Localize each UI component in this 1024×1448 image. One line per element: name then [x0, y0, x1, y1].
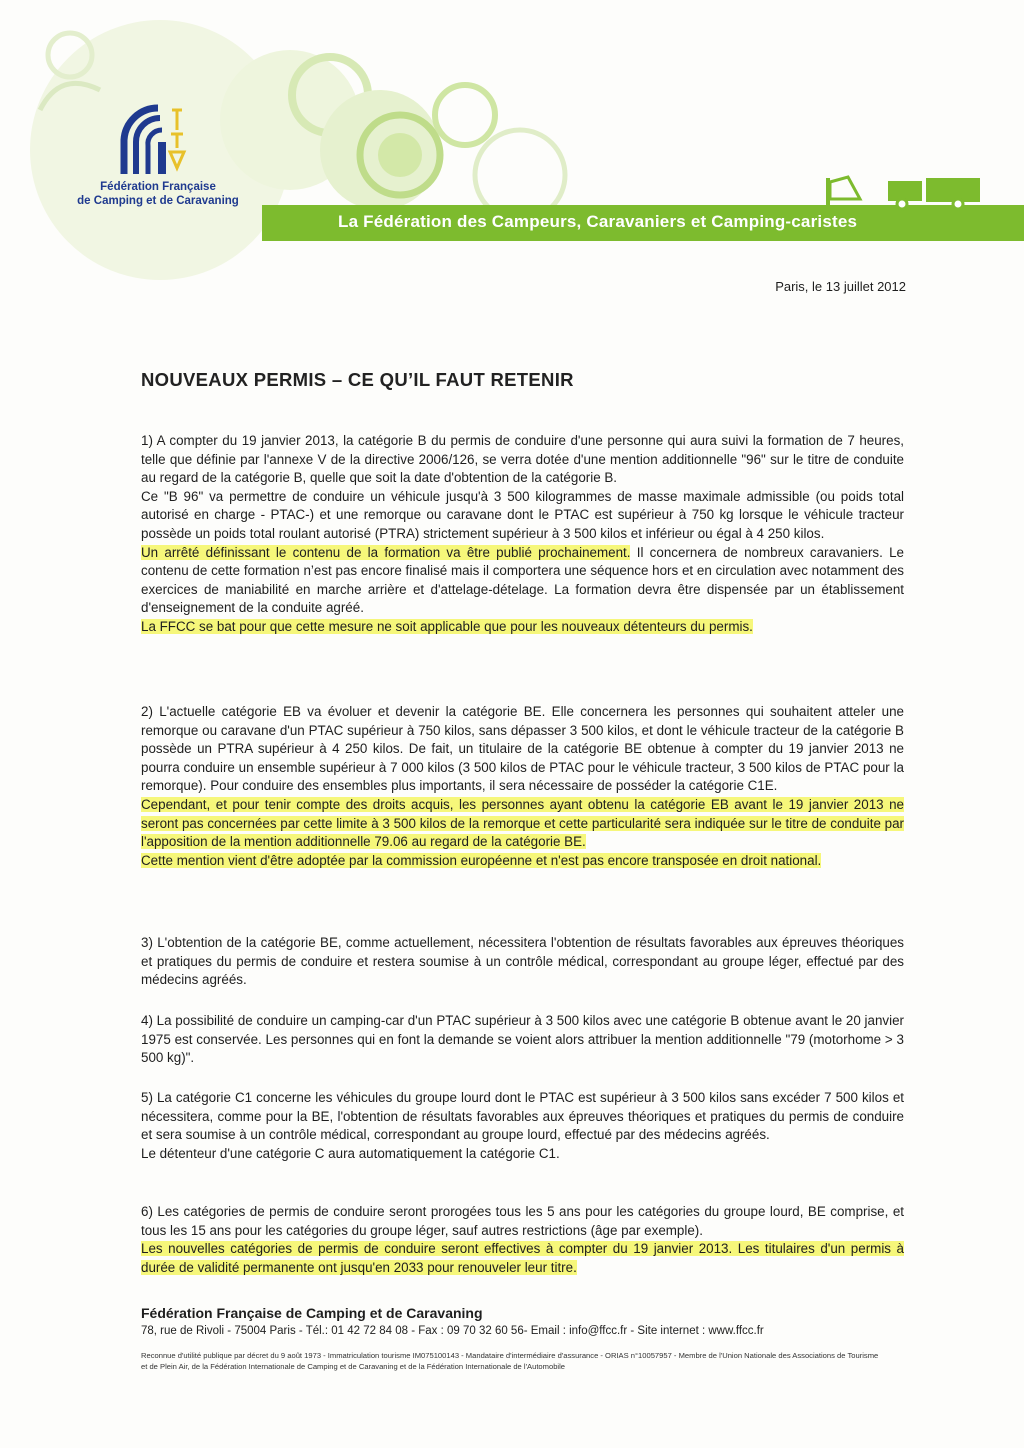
section-5	[141, 1089, 904, 1163]
section-5-paragraph-1: 5) La catégorie C1 concerne les véhicules du groupe lourd dont le PTAC est supérieur à 3 500 kilos sans excéder 7 500 kilos et nécessitera, comme pour la BE, l'obtention de résultats favorables aux épreuves théoriques et pratiques du permis de conduire et sera soumise à un contrôle médical, correspondant au groupe lourd, effectué par des médecins agréés.	[141, 1090, 904, 1143]
section-6-paragraph-2	[141, 1240, 904, 1277]
section-5-paragraph-2: Le détenteur d'une catégorie C aura automatiquement la catégorie C1.	[141, 1145, 560, 1161]
section-2-paragraph-2-rest: ne seront pas concernées par cette limite à 3 500 kilos de la remorque et cette particularité sera indiquée sur le titre de conduite par l'apposition de la mention additionnelle 79.06 au regard de la catégorie BE.	[141, 796, 904, 850]
header-banner-text: La Fédération des Campeurs, Caravaniers et Camping-caristes	[338, 212, 858, 231]
section-4-paragraph-1: 4) La possibilité de conduire un camping-car d'un PTAC supérieur à 3 500 kilos avec une catégorie B obtenue avant le 20 janvier 1975 est conservée. Les personnes qui en font la demande se voient alors attribuer la mention additionnelle "79 (motorhome > 3 500 kg)".	[141, 1013, 904, 1066]
logo-org-name-line1: Fédération Française	[100, 181, 216, 193]
section-2-paragraph-2	[141, 796, 904, 852]
footer-org-name: Fédération Française de Camping et de Caravaning	[141, 1305, 483, 1321]
letter-date: Paris, le 13 juillet 2012	[775, 279, 906, 294]
section-4	[141, 1012, 904, 1068]
section-2-paragraph-1: 2) L'actuelle catégorie EB va évoluer et devenir la catégorie BE. Elle concernera les personnes qui souhaitent atteler une remorque ou caravane d'un PTAC supérieur à 750 kilos, sans dépasser 3 500 kilos, et dont le véhicule tracteur de la catégorie B possède un PTRA supérieur à 4 250 kilos. De fait, un titulaire de la catégorie BE obtenue à compter du 19 janvier 2013 ne pourra conduire un ensemble supérieur à 7 000 kilos (3 500 kilos de PTAC pour le véhicule tracteur, 3 500 kilos de PTAC pour la remorque). Pour conduire des ensembles plus importants, il sera nécessaire de posséder la catégorie C1E.	[141, 704, 904, 794]
section-3	[141, 934, 904, 990]
highlighted-text: La FFCC se bat pour que cette mesure ne soit applicable que pour les nouveaux détenteurs du permis.	[141, 618, 753, 634]
caravan-icon	[826, 177, 980, 209]
highlighted-text: Cette mention vient d'être adoptée par la commission européenne et n'est pas encore transposée en droit national.	[141, 852, 822, 868]
section-1-paragraph-1: 1) A compter du 19 janvier 2013, la catégorie B du permis de conduire d'une personne qui aura suivi la formation de 7 heures, telle que définie par l'annexe V de la directive 2006/126, se verra dotée d'une mention additionnelle "96" sur le titre de conduite au regard de la catégorie B, quelle que soit la date d'obtention de la catégorie B.	[141, 433, 904, 486]
logo-org-name-line2: de Camping et de Caravaning	[77, 195, 239, 207]
section-6	[141, 1203, 904, 1277]
section-2	[141, 703, 904, 870]
footer-legal: Reconnue d'utilité publique par décret du 9 août 1973 - Immatriculation tourisme IM075100143 - Mandataire d'intermédiaire d'assurance - ORIAS n°10057957 - Membre de l'Union Nationale des Associations de Tourisme et de Plein Air, de la Fédération Internationale de Camping et de Caravaning et de la Fédération Internationale de l'Automobile	[141, 1351, 879, 1371]
section-1	[141, 432, 904, 637]
section-1-paragraph-3-rest: Il concernera de nombreux caravaniers. Le contenu de cette formation n’est pas encore finalisé mais il comportera une séquence hors et en circulation avec notamment des exercices de maniabilité en marche arrière et d'attelage-dételage. La formation devra être dispensée par un établissement d'enseignement de la conduite agréé.	[141, 544, 904, 616]
section-6-paragraph-1: 6) Les catégories de permis de conduire seront prorogées tous les 5 ans pour les catégories du groupe lourd, BE comprise, et tous les 15 ans pour les catégories du groupe léger, sauf autres restrictions (âge par exemple).	[141, 1204, 904, 1238]
section-3-paragraph-1: 3) L'obtention de la catégorie BE, comme actuellement, nécessitera l'obtention de résultats favorables aux épreuves théoriques et pratiques du permis de conduire et restera soumise à un contrôle médical, correspondant au groupe léger, effectué par des médecins agréés.	[141, 935, 904, 988]
highlighted-text: Un arrêté définissant le contenu de la formation va être publié prochainement.	[141, 544, 631, 560]
highlighted-text: Cependant, et pour tenir compte des droits acquis, les personnes ayant obtenu la catégorie EB avant le 19 janvier 2013	[141, 796, 884, 812]
section-1-paragraph-3	[141, 544, 904, 618]
section-1-paragraph-4	[141, 618, 904, 637]
section-2-paragraph-3	[141, 852, 904, 871]
logo-org-name	[58, 180, 258, 208]
footer-address: 78, rue de Rivoli - 75004 Paris - Tél.: 01 42 72 84 08 - Fax : 09 70 32 60 56- Email : info@ffcc.fr - Site internet : www.ffcc.fr	[141, 1325, 764, 1337]
page-title: NOUVEAUX PERMIS – CE QU’IL FAUT RETENIR	[141, 369, 574, 390]
highlighted-text: Les nouvelles catégories de permis de conduire seront effectives à compter du 19 janvier 2013. Les titulaires d'un permis à durée de validité permanente ont jusqu'en 2033 pour renouveler leur titre.	[141, 1241, 904, 1275]
header-decoration	[0, 0, 1024, 290]
section-1-paragraph-2: Ce "B 96" va permettre de conduire un véhicule jusqu'à 3 500 kilogrammes de masse maximale admissible (ou poids total autorisé en charge - PTAC-) et une remorque ou caravane dont le PTAC est supérieur à 750 kg lorsque le véhicule tracteur possède un poids total roulant autorisé (PTRA) strictement supérieur à 3 500 kilos et inférieur ou égal à 4 250 kilos.	[141, 488, 904, 541]
